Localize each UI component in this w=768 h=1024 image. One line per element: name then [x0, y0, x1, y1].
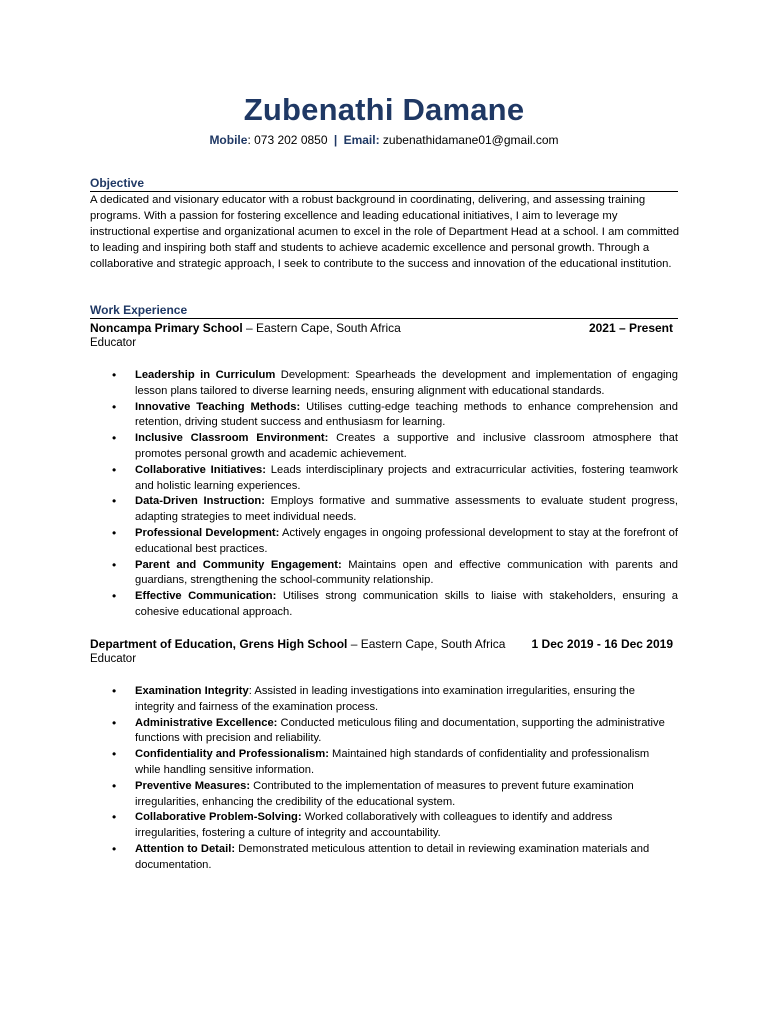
bullet-text: Worked collaboratively with colleagues to identify and address irregularities, fostering a culture of integrity and accountability. [135, 811, 613, 840]
list-item [90, 589, 678, 621]
bullet-text: Leads interdisciplinary projects and extracurricular activities, fostering teamwork and holistic learning experiences. [135, 463, 678, 492]
list-item [90, 810, 672, 842]
bullet-term: Professional Development: [135, 526, 280, 539]
candidate-name: Zubenathi Damane [243, 92, 525, 127]
bullet-icon: • [112, 368, 117, 382]
bullet-icon: • [112, 747, 117, 762]
bullet-icon: • [112, 841, 117, 856]
job-header [90, 321, 678, 335]
job-location: – Eastern Cape, South Africa [347, 637, 506, 651]
bullet-term: Preventive Measures: [135, 779, 251, 792]
job-location: – Eastern Cape, South Africa [242, 321, 401, 335]
work-experience-heading: Work Experience [90, 303, 678, 319]
bullet-term: Effective Communication: [135, 590, 277, 603]
bullet-icon: • [112, 525, 117, 540]
mobile-label: Mobile [209, 133, 248, 147]
bullet-term: Confidentiality and Professionalism: [135, 748, 329, 761]
job-bullets [90, 368, 678, 621]
list-item [90, 494, 678, 526]
list-item [90, 431, 678, 463]
bullet-term: Leadership in Curriculum [135, 369, 276, 381]
objective-text: A dedicated and visionary educator with a robust background in coordinating, delivering, and assessing training programs. With a passion for fostering excellence and leading educational initiatives, I aim to leverage my instructional expertise and organizational acumen to excel in the role of Department Head at a school. I am committed to leading and inspiring both staff and students to achieve academic excellence and personal growth. Through a collaborative and strategic approach, I seek to contribute to the success and innovation of the educational institution. [90, 194, 680, 270]
bullet-term: Collaborative Initiatives: [135, 463, 266, 476]
bullet-term: Administrative Excellence: [135, 716, 278, 729]
list-item [90, 684, 672, 716]
list-item [90, 842, 672, 874]
bullet-icon: • [112, 684, 117, 698]
job-organization: Department of Education, Grens High School [90, 637, 348, 651]
list-item [90, 779, 672, 811]
list-item [90, 463, 678, 495]
job-organization: Noncampa Primary School [90, 321, 243, 335]
bullet-text: Utilises strong communication skills to liaise with stakeholders, ensuring a cohesive educational approach. [135, 590, 678, 618]
bullet-text: Maintained high standards of confidentiality and professionalism while handling sensitive information. [135, 748, 650, 776]
job-bullets [90, 684, 672, 874]
email-value[interactable]: zubenathidamane01@gmail.com [382, 133, 559, 147]
bullet-icon: • [112, 494, 117, 509]
bullet-icon: • [112, 778, 117, 793]
bullet-text: Maintains open and effective communication with parents and guardians, strengthening the school-community relationship. [135, 558, 679, 587]
bullet-text: Utilises cutting-edge teaching methods to enhance comprehension and retention, driving student success and enthusiasm for learning. [135, 400, 678, 429]
list-item [90, 526, 678, 558]
bullet-term: Examination Integrity [135, 685, 249, 697]
list-item [90, 558, 678, 590]
bullet-text: : Assisted in leading investigations into examination irregularities, ensuring the integrity and fairness of the examination process. [135, 685, 635, 713]
bullet-term: Inclusive Classroom Environment: [135, 432, 329, 445]
list-item [90, 368, 678, 400]
bullet-term: Innovative Teaching Methods: [135, 400, 301, 413]
list-item [90, 400, 678, 432]
job-role: Educator [90, 653, 137, 665]
job-dates: 2021 – Present [588, 321, 673, 335]
list-item [90, 716, 672, 748]
contact-separator: | [333, 133, 338, 147]
bullet-term: Attention to Detail: [135, 842, 236, 855]
email-label: Email: [343, 133, 380, 147]
bullet-term: Collaborative Problem-Solving: [135, 811, 302, 824]
objective-heading: Objective [90, 176, 678, 192]
bullet-term: Data-Driven Instruction: [135, 495, 265, 508]
bullet-text: Employs formative and summative assessments to evaluate student progress, adapting strategies to meet individual needs. [135, 495, 678, 524]
bullet-icon: • [112, 810, 117, 825]
bullet-icon: • [112, 557, 117, 572]
bullet-text: Actively engages in ongoing professional development to stay at the forefront of educational best practices. [135, 526, 678, 555]
bullet-text: Contributed to the implementation of measures to prevent future examination irregularities, enhancing the credibility of the educational system. [135, 779, 634, 808]
bullet-term: Parent and Community Engagement: [135, 558, 342, 571]
bullet-icon: • [112, 399, 117, 414]
job-header [90, 637, 678, 651]
contact-line [90, 133, 678, 147]
bullet-text: Demonstrated meticulous attention to detail in reviewing examination materials and documentation. [135, 842, 650, 871]
mobile-value: : 073 202 0850 [247, 133, 328, 147]
list-item [90, 747, 672, 779]
bullet-icon: • [112, 589, 117, 604]
bullet-text: Development: Spearheads the development and implementation of engaging lesson plans tailored to diverse learning needs, ensuring alignment with educational standards. [135, 369, 678, 397]
bullet-text: Conducted meticulous filing and documentation, supporting the administrative functions with precision and reliability. [135, 716, 665, 745]
job-dates: 1 Dec 2019 - 16 Dec 2019 [531, 637, 673, 651]
bullet-icon: • [112, 462, 117, 477]
bullet-icon: • [112, 715, 117, 730]
bullet-icon: • [112, 431, 117, 446]
bullet-text: Creates a supportive and inclusive classroom atmosphere that promotes personal growth and academic achievement. [135, 432, 678, 460]
job-role: Educator [90, 337, 137, 349]
